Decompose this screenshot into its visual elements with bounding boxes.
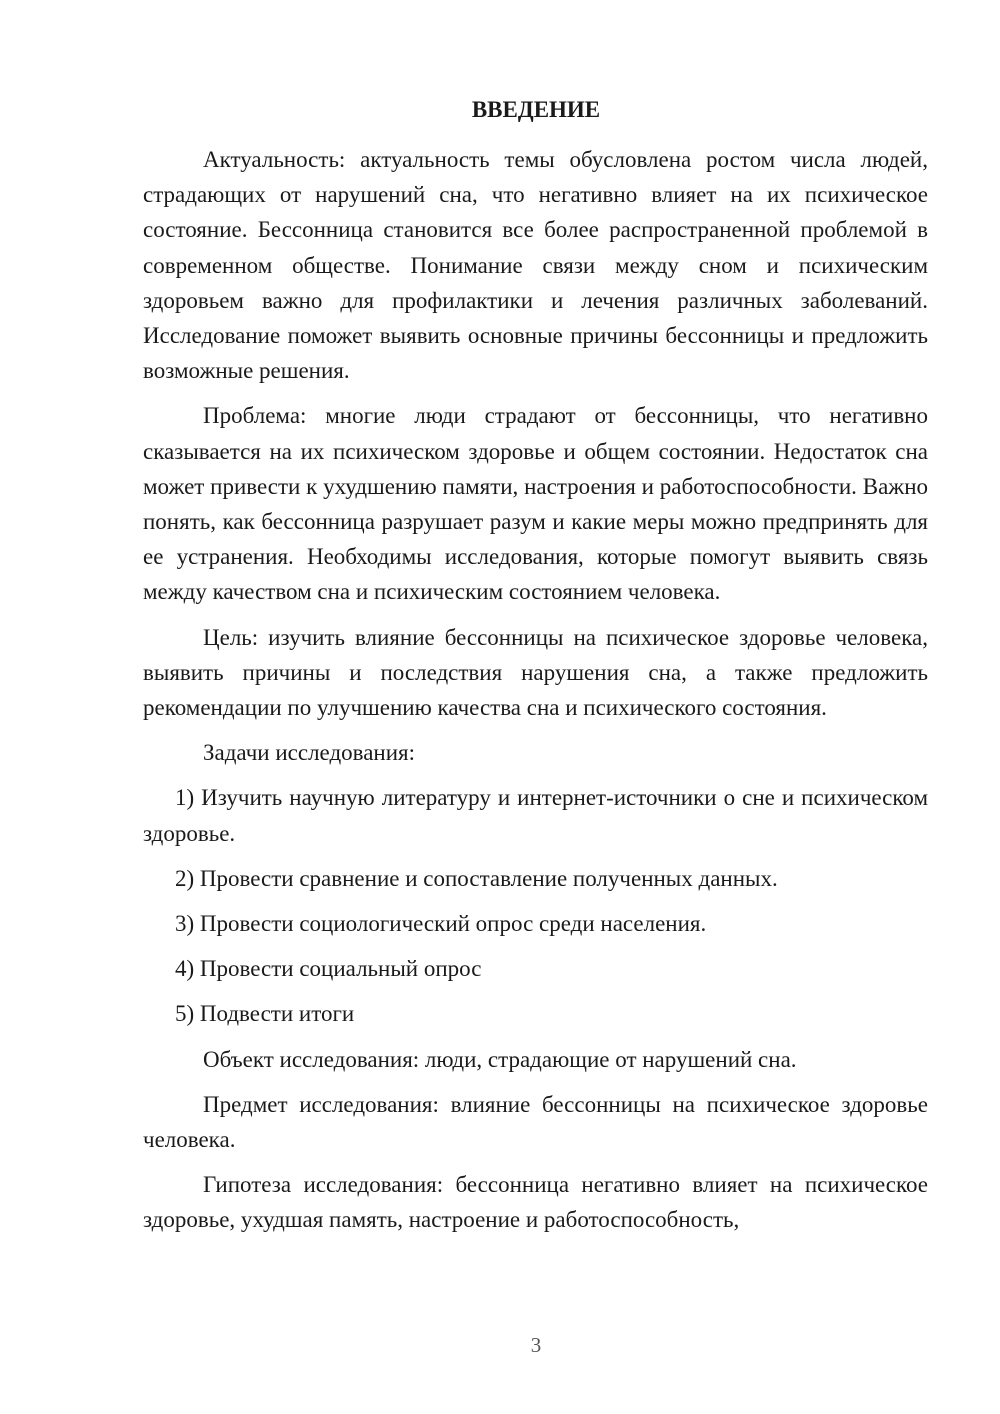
- task-item-3: 3) Провести социологический опрос среди населения.: [175, 911, 707, 937]
- page-title: ВВЕДЕНИЕ: [471, 97, 601, 122]
- task-item-1: 1) Изучить научную литературу и интернет-источники о сне и психическом здоровье.: [143, 785, 928, 846]
- task-item-4: 4) Провести социальный опрос: [175, 956, 482, 982]
- document-body: [143, 142, 928, 1248]
- tasks-title: Задачи исследования:: [203, 740, 416, 766]
- paragraph-relevance: Актуальность: актуальность темы обусловлена ростом числа людей, страдающих от нарушений сна, что негативно влияет на их психическое состояние. Бессонница становится все более распространенной проблемой в современном обществе. Понимание связи между сном и психическим здоровьем важно для профилактики и лечения различных заболеваний. Исследование поможет выявить основные причины бессонницы и предложить возможные решения.: [143, 147, 928, 384]
- paragraph-goal: Цель: изучить влияние бессонницы на психическое здоровье человека, выявить причины и последствия нарушения сна, а также предложить рекомендации по улучшению качества сна и психического состояния.: [143, 624, 928, 721]
- paragraph-object: Объект исследования: люди, страдающие от нарушений сна.: [203, 1046, 797, 1072]
- task-item-2: 2) Провести сравнение и сопоставление полученных данных.: [175, 865, 778, 891]
- paragraph-subject: Предмет исследования: влияние бессонницы на психическое здоровье человека.: [143, 1091, 928, 1153]
- paragraph-problem: Проблема: многие люди страдают от бессонницы, что негативно сказывается на их психическом здоровье и общем состоянии. Недостаток сна может привести к ухудшению памяти, настроения и работоспособности. Важно понять, как бессонница разрушает разум и какие меры можно предпринять для ее устранения. Необходимы исследования, которые помогут выявить связь между качеством сна и психическим состоянием человека.: [143, 403, 928, 605]
- paragraph-hypothesis: Гипотеза исследования: бессонница негативно влияет на психическое здоровье, ухудшая память, настроение и работоспособность,: [143, 1172, 928, 1233]
- page-number: 3: [530, 1333, 542, 1357]
- task-item-5: 5) Подвести итоги: [175, 1001, 355, 1027]
